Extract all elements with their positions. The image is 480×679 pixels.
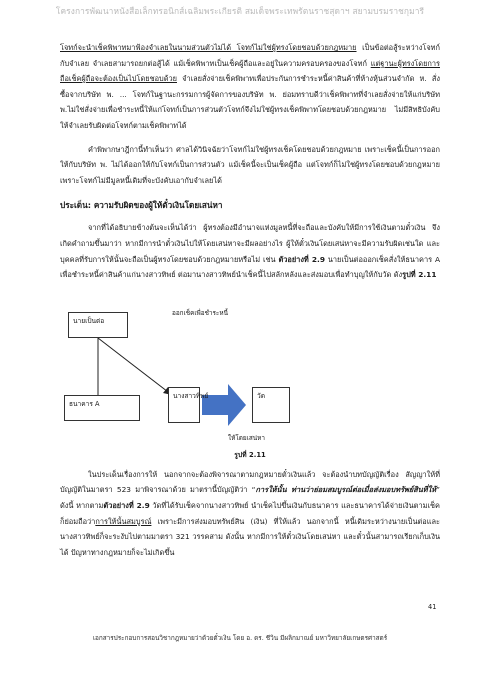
gift-arrow-icon (202, 384, 246, 426)
diagram-figure-2-11 (60, 283, 440, 443)
paragraph-1 (60, 40, 440, 134)
figure-caption: รูปที่ 2.11 (234, 450, 266, 459)
label-temple: วัด (257, 391, 265, 400)
text-segment: แต่ฐานะผู้ทรงโดยการถือเช็คผู้ถือจะต้องเป็นไปโดยชอบด้วย (60, 58, 440, 84)
text-segment: ” ดังนี้ หากตาม (60, 485, 440, 510)
label-gift: ให้โดยเสน่หา (228, 433, 265, 442)
text-segment: ตัวอย่างที่ 2.9 (103, 500, 150, 510)
label-drawer: นายเป็นต่อ (73, 316, 105, 325)
text-segment: เป็นข้อต่อสู้ระหว่างโจทก์กับจำเลย จำเลยสามารถยกต่อสู้ได้ แม้เช็คพิพาทเป็นเช็คผู้ถือและอยู่ในความครอบครองของโจทก์ (60, 43, 440, 68)
running-header: โครงการพัฒนาหนังสือเล็กทรอนิกส์เฉลิมพระเกียรติ สมเด็จพระเทพรัตนราชสุดาฯ สยามบรมราชกุมารี (55, 6, 425, 16)
text-segment: นายเป็นต่อออกเช็คสั่งให้ธนาคาร A เพื่อชำระหนี้ค่าสินค้าแก่นางสาวทิพย์ ต่อมานางสาวทิพย์นำเช็คนี้ไปสลักหลังและส่งมอบเพื่อทำบุญให้กับวัด ดัง (60, 254, 441, 280)
text-segment: ตัวอย่างที่ 2.9 (278, 254, 325, 264)
paragraph-4 (60, 467, 440, 561)
drawer-to-payee-arrow-line (98, 338, 172, 395)
label-bank: ธนาคาร A (69, 399, 100, 408)
text-segment: การให้นั้น ท่านว่าย่อมสมบูรณ์ต่อเมื่อส่งมอบทรัพย์สินที่ให้ (255, 485, 437, 495)
text-segment: วัดที่ได้รับเช็คจากนางสาวทิพย์ นำเช็คไปขึ้นเงินกับธนาคาร และธนาคารได้จ่ายเงินตามเช็ค ก็ย่อมถือว่า (60, 500, 440, 526)
page-footer: เอกสารประกอบการสอนวิชากฎหมายว่าด้วยตั๋วเงิน โดย อ. ดร. ชีวิน มีผลิกมาณย์ มหาวิทยาลัยเกษตรศาสตร์ (92, 634, 388, 642)
text-segment: เพราะมีการส่งมอบทรัพย์สิน (เงิน) ที่ให้แล้ว นอกจากนี้ หนี้เดิมระหว่างนายเป็นต่อและนางสาวทิพย์ก็จะระงับไปตามมาตรา 321 วรรคสาม ดังนั้น หากมีการให้ตั๋วเงินโดยเสน่หา และตั๋วนั้นสามารถเรียกเก็บเงินได้ ปัญหาทางกฎหมายก็จะไม่เกิดขึ้น (60, 516, 440, 557)
box-bank (64, 395, 140, 421)
text-segment: รูปที่ 2.11 (402, 270, 437, 280)
text-segment: การให้นั้นสมบูรณ์ (95, 516, 152, 526)
page-body (60, 40, 440, 560)
paragraph-3 (60, 220, 440, 282)
paragraph-2 (60, 142, 440, 189)
section-heading: ประเด็น: ความรับผิดของผู้ให้ตั๋วเงินโดยเสน่หา (60, 200, 223, 211)
text-segment: โจทก์จะนำเช็คพิพาทมาฟ้องจำเลยในนามส่วนตัวไม่ได้ โจทก์ไม่ใช่ผู้ทรงโดยชอบด้วยกฎหมาย (60, 43, 357, 52)
text-segment: คำพิพากษาฎีกานี้ทำเห็นว่า ศาลได้วินิจฉัยว่าโจทก์ไม่ใช่ผู้ทรงเช็คโดยชอบด้วยกฎหมาย เพราะเช็คนี้เป็นการออกให้กับบริษัท พ. ไม่ได้ออกให้กับโจทก์เป็นการส่วนตัว แม้เช็คนี้จะเป็นเช็คผู้ถือ แต่โจทก์ก็ไม่ใช่ผู้ทรงโดยชอบด้วยกฎหมาย เพราะโจทก์ไม่มีมูลหนี้เดิมที่จะบังคับเอากับจำเลยได้ (60, 144, 440, 185)
box-payee (168, 387, 209, 423)
label-payee: นางสาวทิพย์ (173, 391, 209, 400)
label-issue-cheque: ออกเช็คเพื่อชำระหนี้ (172, 308, 228, 317)
text-segment: จำเลยสั่งจ่ายเช็คพิพาทเพื่อประกันการชำระหนี้ค่าสินค้าที่ห้างหุ้นส่วนจำกัด ห. สั่งซื้อจากบริษัท พ. ... โจทก์ในฐานะกรรมการผู้จัดการของบริษัท พ. ย่อมทราบดีว่าเช็คพิพาทที่จำเลยสั่งจ่ายให้แก่บริษัท พ.ไม่ใช่สั่งจ่ายเพื่อชำระหนี้ให้แก่โจทก์เป็นการส่วนตัวโจทก์จึงไม่ใช่ผู้ทรงเช็คพิพาทโดยชอบด้วยกฎหมาย ไม่มีสิทธิบังคับให้จำเลยรับผิดต่อโจทก์ตามเช็คพิพาทได้ (60, 74, 440, 130)
box-temple (252, 387, 290, 423)
page-number: 41 (428, 603, 437, 611)
text-segment: ในประเด็นเรื่องการให้ นอกจากจะต้องพิจารณาตามกฎหมายตั๋วเงินแล้ว จะต้องนำบทบัญญัติเรื่อง สัญญาให้ที่บัญญัติในมาตรา 523 มาพิจารณาด้วย มาตรานี้บัญญัติว่า “ (60, 469, 440, 495)
box-drawer (68, 312, 128, 338)
text-segment: จากที่ได้อธิบายข้างต้นจะเห็นได้ว่า ผู้ทรงต้องมีอำนาจแห่งมูลหนี้ที่จะถือและบังคับให้มีการใช้เงินตามตั๋วเงิน จึงเกิดคำถามขึ้นมาว่า หากมีการนำตั๋วเงินไปให้โดยเสน่หาจะมีผลอย่างไร ผู้ให้ตั๋วเงินโดยเสน่หาจะมีความรับผิดเช่นใด และบุคคลที่รับการให้นั้นจะถือเป็นผู้ทรงโดยชอบด้วยกฎหมายหรือไม่ เช่น (60, 223, 440, 264)
